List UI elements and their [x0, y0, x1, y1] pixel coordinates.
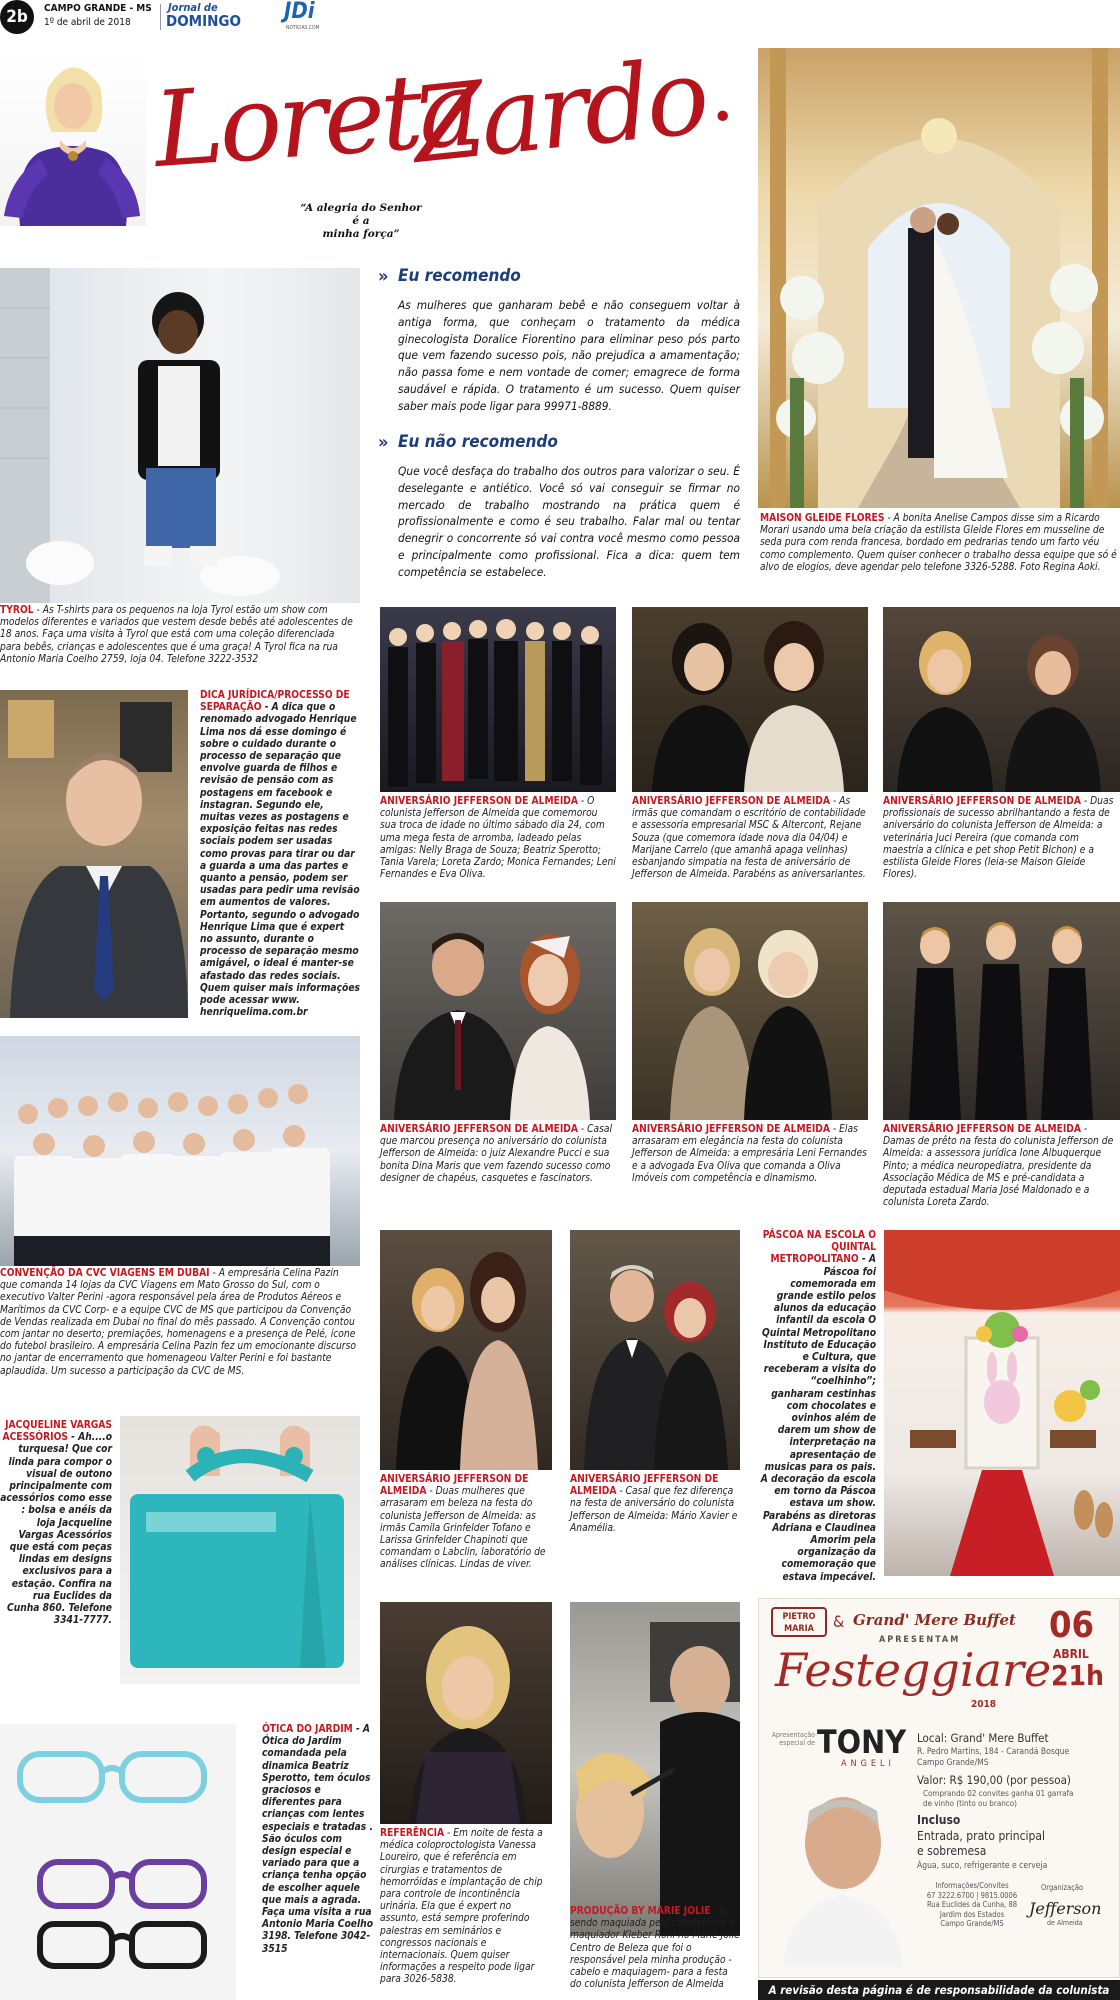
tyrol-caption-body: - As T-shirts para os pequenos na loja Tyrol estão um show com modelos diferentes e variados que vestem desde bebês até adolescentes de 18 anos. Faça uma visita à Tyrol que está com uma coleção diferenciada para bebês, crianças e adolescentes que é uma graça! A Tyrol fica na rua Antonio Maria Coelho 2759, loja 04. Telefone 3222-3532	[0, 605, 353, 665]
cvc-group-photo	[0, 1036, 360, 1266]
marie-caption	[570, 1906, 740, 1991]
jeff2-caption-head: ANIVERSÁRIO JEFFERSON DE ALMEIDA	[632, 796, 830, 807]
party-photo-1	[380, 607, 616, 792]
jeff4-caption-body: - Casal que marcou presença no aniversário do colunista Jefferson de Almeida: o juiz Alexandre Pucci e sua bonita Dina Maris que vem fazendo sucesso como designer de chapéus, casquetes e fascinators.	[380, 1124, 613, 1184]
date-label: 1º de abril de 2018	[44, 17, 131, 28]
ad-address-1: R. Pedro Martins, 184 - Carandá Bosque	[917, 1747, 1070, 1757]
ad-info-city: Campo Grande/MS	[940, 1919, 1004, 1928]
glasses-photo	[0, 1724, 236, 2000]
cvc-caption	[0, 1268, 358, 1378]
ad-month: ABRIL	[1053, 1647, 1089, 1661]
pascoa-caption	[758, 1230, 876, 1584]
ad-info-block	[917, 1881, 1027, 1929]
jeff5-caption-head: ANIVERSÁRIO JEFFERSON DE ALMEIDA	[632, 1124, 830, 1135]
recomendo-heading: Eu recomendo	[398, 266, 521, 286]
jeff7-caption-head: ANIVERSÁRIO JEFFERSON DE ALMEIDA	[380, 1474, 529, 1498]
otica-caption-body: - A Ótica do Jardim comandada pela dinamica Beatriz Sperotto, tem óculos graciosos e diferentes para crianças com lentes especiais e tratadas . São óculos com design especial e variado para que a criança tenha opção de escolher aquele que mais a agrada. Faça uma visita a rua Antonio Maria Coelho 3198. Telefone 3042-3515	[262, 1724, 373, 1955]
jeff1-caption-head: ANIVERSÁRIO JEFFERSON DE ALMEIDA	[380, 796, 578, 807]
jacqueline-caption-body: - Ah....o turquesa! Que cor linda para compor o visual de outono principalmente com acessórios como esse : bolsa e anéis da loja Jacqueline Vargas Acessórios que está com peças lindas em designs exclusivos para a estação. Confira na rua Euclides da Cunha 860. Telefone 3341-7777.	[0, 1432, 112, 1627]
ad-artist-last: ANGELI	[841, 1759, 895, 1769]
ad-hour: 21h	[1051, 1659, 1104, 1692]
jd-logo-sub: NOTICIAS.COM	[286, 25, 320, 31]
title-zardo: Zardo	[406, 35, 711, 187]
jd-logo: JDi	[284, 0, 315, 24]
otica-caption-head: ÓTICA DO JARDIM	[262, 1724, 353, 1735]
header-divider	[160, 4, 161, 30]
columnist-title	[150, 35, 740, 220]
jeff5-caption	[632, 1124, 868, 1185]
page-footer: A revisão desta página é de responsabilidade da colunista	[758, 1980, 1120, 2000]
nao-recomendo-text: Que você desfaça do trabalho dos outros para valorizar o seu. É deselegante e antiético. Você só vai conseguir se firmar no mercado de trabalho mostrando na prática quem é profissionalmente e como é seu trabalho. Falar mal ou tentar denegrir o concorrente só vai contra você mesmo como pessoa e principalmente como profissional. Fica a dica: quem tem competência se estabelece.	[398, 464, 740, 579]
party-photo-2	[632, 607, 868, 792]
city-label: CAMPO GRANDE - MS	[44, 3, 152, 14]
ad-brand1-line2: MARIA	[784, 1624, 814, 1634]
marie-caption-body: - Eu sendo maquiada pelo cabeleireiro e maquiador Kleber Roni no Marie Jolie Centro de Beleza que foi o responsável pela minha produção -cabelo e maquiagem- para a festa do colunista Jefferson de Almeida	[570, 1906, 740, 1991]
jeff6-caption-body: - Damas de prêto na festa do colunista Jefferson de Almeida: a assessora jurídica Ione Albuquerque Pinto; a médica neuropediatra, presidente da Associação Médica de MS e pré-candidata a deputada estadual Maria José Maldonado e a colunista Loreta Zardo.	[883, 1124, 1114, 1209]
referencia-caption-body: - Em noite de festa a médica coloproctologista Vanessa Loureiro, que é referência em cirurgias e tratamentos de hemorróidas e implantação de chip para controle de incontinência urinária. Ela que é expert no assunto, está sempre proferindo palestras em seminários e congressos nacionais e internacionais. Quem quiser informações a respeito pode ligar para 3026-5838.	[380, 1828, 543, 1986]
jeff3-caption-body: - Duas profissionais de sucesso abrilhantando a festa de aniversário do colunista Jefferson de Almeida: a veterinária Juci Pereira (que comanda com maestria a clínica e pet shop Petit Bichon) e a estilista Gleide Flores (leia-se Maison Gleide Flores).	[883, 796, 1114, 881]
ad-includes-label: Incluso	[917, 1813, 961, 1827]
ad-includes-2: e sobremesa	[917, 1844, 987, 1858]
party-photo-7	[380, 1230, 552, 1470]
referencia-caption	[380, 1828, 552, 1987]
wedding-photo	[758, 48, 1120, 508]
ad-org-label: Organização	[1041, 1883, 1084, 1892]
ad-brand1-line1: PIETRO	[782, 1612, 816, 1622]
doctor-photo	[380, 1602, 552, 1824]
ad-price: Valor: R$ 190,00 (por pessoa)	[917, 1773, 1071, 1787]
maison-caption	[760, 513, 1120, 574]
party-photo-4	[380, 902, 616, 1120]
nao-recomendo-icon: »	[378, 432, 389, 453]
maison-caption-body: - A bonita Anelise Campos disse sim a Ricardo Morari usando uma bela criação da estilista Gleide Flores em musseline de seda pura com renda francesa, bordado em pedrarias tendo um farto véu como complemento. Quem quiser conhecer o trabalho dessa equipe que só é alvo de elogios, deve agendar pelo telefone 3326-5288. Foto Regina Aoki.	[760, 513, 1117, 573]
party-photo-8	[570, 1230, 740, 1470]
jeff8-caption	[570, 1474, 740, 1535]
ad-info-address-2: Jardim dos Estados	[939, 1909, 1005, 1919]
motto-line1: “A alegria do Senhor é a	[300, 202, 422, 227]
ad-local: Local: Grand' Mere Buffet	[917, 1731, 1049, 1745]
jeff2-caption-body: - As irmãs que comandam o escritório de contabilidade e assessoria empresarial MSC & Altercont, Rejane Souza (que comemora idade nova dia 04/04) e Marijane Carrelo (que amanhã apaga velinhas) esbanjando simpatia na festa de aniversário de Jefferson de Almeida. Parabéns as aniversariantes.	[632, 796, 866, 881]
jeff6-caption	[883, 1124, 1120, 1209]
ad-info-address-1: Rua Euclides da Cunha, 88	[926, 1900, 1018, 1909]
ad-special-label: Apresentação especial de	[771, 1731, 815, 1747]
jacqueline-caption	[0, 1420, 112, 1627]
jeff2-caption	[632, 796, 868, 881]
jeff8-caption-head: ANIVERSÁRIO JEFFERSON DE ALMEIDA	[570, 1474, 719, 1498]
ad-includes-1: Entrada, prato principal	[917, 1829, 1045, 1843]
otica-caption	[262, 1724, 374, 1956]
juridica-caption	[200, 690, 360, 1019]
juridica-caption-body: - A dica que o renomado advogado Henrique Lima nos dá esse domingo é sobre o cuidado durante o processo de separação que envolve guarda de filhos e revisão de pensão com as postagens em facebook e instagran. Segundo ele, muitas vezes as postagens e exposição feitas nas redes sociais podem ser usadas como provas para tirar ou dar a guarda a uma das partes e quanto a pensão, podem ser usadas para pedir uma revisão em aumentos de valores. Portanto, segundo o advogado Henrique Lima que é expert no assunto, durante o processo de separação mesmo amigável, o ideal é manter-se afastado das redes sociais. Quem quiser mais informações pode acessar www. henriquelima.com.br	[200, 702, 361, 1019]
party-photo-5	[632, 902, 868, 1120]
festeggiare-ad	[758, 1598, 1120, 1978]
title-loreta: Loreta	[150, 46, 481, 192]
jeff1-caption-body: - O colunista Jefferson de Almeida que comemorou sua troca de idade no último sábado dia 24, com uma mega festa de arromba, ladeado pelas amigas: Nelly Braga de Souza; Beatriz Sperotto; Tania Varela; Loreta Zardo; Monica Fernandes; Leni Fernandes e Eva Oliva.	[380, 796, 616, 881]
columnist-portrait	[0, 48, 146, 226]
easter-school-photo	[884, 1230, 1120, 1576]
juridica-caption-head: DICA JURÍDICA/PROCESSO DE SEPARAÇÃO	[200, 690, 350, 714]
title-dot: .	[710, 46, 736, 139]
party-photo-3	[883, 607, 1120, 792]
referencia-caption-head: REFERÊNCIA	[380, 1828, 445, 1839]
jeff3-caption-head: ANIVERSÁRIO JEFFERSON DE ALMEIDA	[883, 796, 1081, 807]
makeup-photo	[570, 1602, 740, 1936]
ad-address-2: Campo Grande/MS	[917, 1758, 989, 1768]
jeff3-caption	[883, 796, 1120, 881]
maison-caption-head: MAISON GLEIDE FLORES	[760, 513, 885, 524]
jeff5-caption-body: - Elas arrasaram em elegância na festa do colunista Jefferson de Almeida: a empresária Leni Fernandes e a advogada Eva Oliva que comanda a Oliva Imóveis com competência e dinamismo.	[632, 1124, 867, 1184]
ad-day: 06	[1049, 1605, 1095, 1646]
jeff4-caption-head: ANIVERSÁRIO JEFFERSON DE ALMEIDA	[380, 1124, 578, 1135]
jeff4-caption	[380, 1124, 616, 1185]
pascoa-caption-body: - A Páscoa foi comemorada em grande estilo pelos alunos da educação infantil da escola O Quintal Metropolitano Instituto de Educação e Cultura, que receberam a visita do “coelhinho”; ganharam cestinhas com chocolates e ovinhos além de darem um show de interpretação na apresentação de musicas para os pais. A decoração da escola em torno da Páscoa estava um show. Parabéns as diretoras Adriana e Claudinea Amorim pela organização da comemoração que estava impecável.	[760, 1254, 876, 1583]
page-number-badge: 2b	[0, 0, 34, 34]
nao-recomendo-heading: Eu não recomendo	[398, 432, 558, 452]
ad-price-note-2: de vinho (tinto ou branco)	[923, 1799, 1017, 1808]
jeff6-caption-head: ANIVERSÁRIO JEFFERSON DE ALMEIDA	[883, 1124, 1081, 1135]
ad-singer-photo	[777, 1777, 907, 1967]
cvc-caption-body: - A empresária Celina Pazin que comanda 14 lojas da CVC Viagens em Mato Grosso do Sul, com o executivo Valter Perini -agora responsável pela área de Produtos Aéreos e Marítimos da CVC Corp- e a equipe CVC de MS que participou da Convenção de Vendas realizada em Dubai no final do mês passado. A Convenção contou com jantar no deserto; premiações, homenagens e a presença de Pelé, ícone do futebol brasileiro. A empresária Celina Pazin fez um emocionante discurso no jantar de encerramento que homenageou Valter Perini e foi bastante aplaudida. Um sucesso a participação da CVC de MS.	[0, 1268, 356, 1377]
cvc-caption-head: CONVENÇÃO DA CVC VIAGENS EM DUBAI	[0, 1268, 210, 1279]
ad-amp: &	[833, 1612, 845, 1631]
ad-info-phone: 67 3222.6700 | 9815.0006	[926, 1890, 1018, 1900]
ad-includes-drinks: Água, suco, refrigerante e cerveja	[917, 1861, 1048, 1871]
ad-brand-2: Grand' Mere Buffet	[853, 1611, 1016, 1629]
recomendo-text: As mulheres que ganharam bebê e não conseguem voltar à antiga forma, que conheçam o tratamento da médica ginecologista Doralice Fiorentino para eliminar peso pós parto que vem fazendo sucesso pois, não prejudica a amamentação; não passa fome e nem vontade de comer; emagrece de forma saudável e rápida. O tratamento é um sucesso. Quem quiser saber mais pode ligar para 99971-8889.	[398, 298, 740, 413]
ad-artist-first: TONY	[817, 1723, 907, 1761]
ad-year: 2018	[971, 1699, 997, 1710]
jeff1-caption	[380, 796, 616, 881]
ad-org-name: Jefferson	[1029, 1899, 1102, 1918]
party-photo-6	[883, 902, 1120, 1120]
jacqueline-bag-photo	[120, 1416, 360, 1684]
motto-line2: minha força”	[322, 228, 400, 240]
paper-logo-line2: DOMINGO	[166, 12, 241, 30]
recomendo-icon: »	[378, 266, 389, 287]
pascoa-caption-head: PÁSCOA NA ESCOLA O QUINTAL METROPOLITANO	[762, 1230, 876, 1266]
marie-caption-head: PRODUÇÃO BY MARIE JOLIE	[570, 1906, 711, 1917]
tyrol-photo	[0, 268, 360, 603]
paper-logo-line1: Jornal de	[168, 1, 218, 14]
lawyer-photo	[0, 690, 188, 1018]
jeff7-caption-body: - Duas mulheres que arrasaram em beleza na festa do colunista Jefferson de Almeida: as irmãs Camila Grinfelder Tofano e Larissa Grinfelder Chapinoti que comandam o Labclin, laboratório de análises clínicas. Lindas de viver.	[380, 1486, 546, 1571]
tyrol-caption	[0, 605, 358, 666]
jeff8-caption-body: - Casal que fez diferença na festa de aniversário do colunista Jefferson de Almeida: Mário Xavier e Anamélia.	[570, 1486, 738, 1534]
ad-info-label: Informações/Convites	[935, 1881, 1009, 1890]
ad-presents: APRESENTAM	[879, 1635, 961, 1645]
ad-title: Festeggiare	[775, 1643, 1052, 1697]
ad-price-note-1: Comprando 02 convites ganha 01 garrafa	[923, 1789, 1074, 1798]
jacqueline-caption-head: JACQUELINE VARGAS ACESSÓRIOS	[2, 1420, 112, 1444]
ad-org-sub: de Almeida	[1047, 1919, 1083, 1927]
motto	[296, 202, 426, 241]
tyrol-caption-head: TYROL	[0, 605, 34, 616]
jeff7-caption	[380, 1474, 552, 1572]
ad-brand-badge-1	[771, 1607, 827, 1637]
